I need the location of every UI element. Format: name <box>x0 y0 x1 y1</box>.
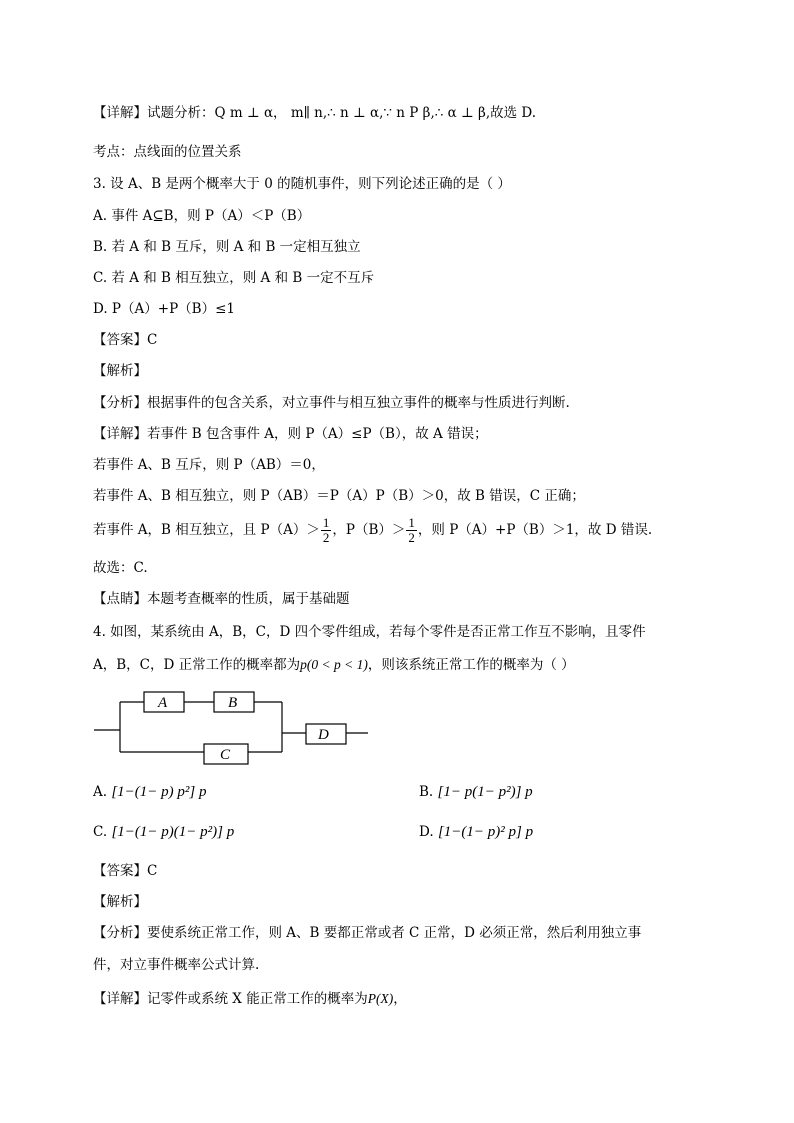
label-c: C <box>220 747 231 763</box>
line-analysis <box>93 104 536 122</box>
q4-fenxi-1: 【分析】要使系统正常工作，则 A、B 要都正常或者 C 正常，D 必须正常，然后利用独立事 <box>93 925 642 941</box>
label-a: A <box>158 695 168 711</box>
fraction-half: $\frac{1}{2}$ <box>322 515 330 545</box>
q4-fenxi-2: 件，对立事件概率公式计算. <box>93 957 260 973</box>
analysis-text: 试题分析：Q m ⊥ α， m∥ n,∴ n ⊥ α,∵ n P β,∴ α ⊥ β,故选 D. <box>147 105 537 121</box>
q3-jiexi: 【解析】 <box>93 363 147 379</box>
q4-option-b: B. [1− p(1− p²)] p <box>419 784 533 800</box>
label-b: B <box>228 695 238 711</box>
fraction-half: $\frac{1}{2}$ <box>408 515 415 545</box>
q3-xiangjie-4: 若事件 A，B 相互独立，且 P（A）＞ $\frac{1}{2}$ ，P（B）＞ $\frac{1}{2}$ ，则 P（A）+P（B）＞1，故 D 错误. <box>93 515 653 545</box>
q4-option-c: C. [1−(1− p)(1− p²)] p <box>93 824 235 840</box>
question-4-line1: 4. 如图，某系统由 A，B，C，D 四个零件组成，若每个零件是否正常工作互不影响，且零件 <box>93 624 646 640</box>
q4-xiangjie: 【详解】记零件或系统 X 能正常工作的概率为P(X)， <box>93 991 407 1007</box>
question-4-line2: A，B，C，D 正常工作的概率都为p(0 < p < 1)，则该系统正常工作的概率为（ ） <box>93 657 575 673</box>
q3-conclusion: 故选：C. <box>93 560 148 576</box>
q4-answer: 【答案】C <box>93 863 158 879</box>
q3-option-c: C. 若 A 和 B 相互独立，则 A 和 B 一定不互斥 <box>93 270 375 286</box>
q3-xiangjie-2: 若事件 A、B 互斥，则 P（AB）＝0， <box>93 457 325 473</box>
detail-tag: 【详解】 <box>93 105 147 121</box>
q3-xiangjie-3: 若事件 A、B 相互独立，则 P（AB）＝P（A）P（B）＞0，故 B 错误，C 正确； <box>93 488 585 504</box>
q3-option-d: D. P（A）+P（B）≤1 <box>93 301 235 317</box>
q3-option-a: A. 事件 A⊆B，则 P（A）＜P（B） <box>93 208 311 224</box>
prob-condition: p(0 < p < 1) <box>300 657 368 672</box>
q3-xiangjie-1: 【详解】若事件 B 包含事件 A，则 P（A）≤P（B），故 A 错误； <box>93 426 488 442</box>
q3-fenxi: 【分析】根据事件的包含关系，对立事件与相互独立事件的概率与性质进行判断. <box>93 395 570 411</box>
q4-jiexi: 【解析】 <box>93 894 147 910</box>
circuit-diagram <box>90 688 390 768</box>
question-3: 3. 设 A、B 是两个概率大于 0 的随机事件，则下列论述正确的是（ ） <box>93 176 511 192</box>
q3-option-b: B. 若 A 和 B 互斥，则 A 和 B 一定相互独立 <box>93 239 361 255</box>
q4-option-d: D. [1−(1− p)² p] p <box>419 824 534 840</box>
line-kaodian: 考点：点线面的位置关系 <box>93 144 242 160</box>
q3-answer: 【答案】C <box>93 332 158 348</box>
q4-option-a: A. [1−(1− p) p²] p <box>93 784 207 800</box>
label-d: D <box>318 727 329 743</box>
q3-dianjing: 【点睛】本题考查概率的性质，属于基础题 <box>93 591 350 607</box>
